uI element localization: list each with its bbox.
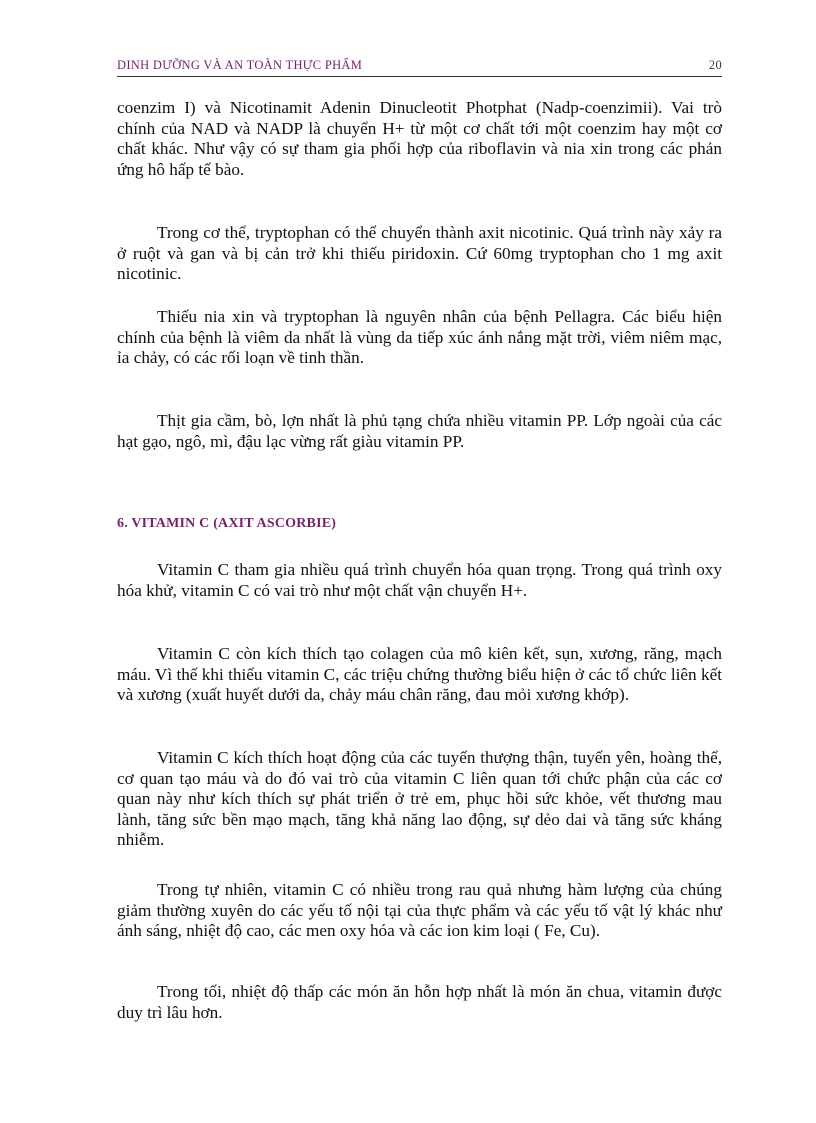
paragraph-tryptophan: Trong cơ thể, tryptophan có thể chuyển thành axit nicotinic. Quá trình này xảy ra ở ruột và gan và bị cản trở khi thiếu piridoxin. Cứ 60mg tryptophan cho 1 mg axit nicotinic. bbox=[117, 223, 722, 283]
paragraph-food-sources-pp: Thịt gia cầm, bò, lợn nhất là phủ tạng chứa nhiều vitamin PP. Lớp ngoài của các hạt gạo, ngô, mì, đậu lạc vừng rất giàu vitamin PP. bbox=[117, 411, 722, 451]
paragraph-coenzyme: coenzim I) và Nicotinamit Adenin Dinucleotit Photphat (Nadp-coenzimii). Vai trò chính của NAD và NADP là chuyển H+ từ một cơ chất tới một coenzim hay một cơ chất khác. Như vậy có sự tham gia phối hợp của riboflavin và nia xin trong các phản ứng hô hấp tế bào. bbox=[117, 98, 722, 179]
paragraph-vitamin-c-glands: Vitamin C kích thích hoạt động của các tuyến thượng thận, tuyến yên, hoàng thể, cơ quan tạo máu và do đó vai trò của vitamin C liên quan tới chức phận của các cơ quan này như kích thích sự phát triển ở trẻ em, phục hồi sức khỏe, vết thương mau lành, tăng sức bền mạo mạch, tăng khả năng lao động, sự dẻo dai và tăng sức kháng nhiễm. bbox=[117, 748, 722, 849]
running-header bbox=[117, 58, 722, 76]
paragraph-vitamin-c-nature: Trong tự nhiên, vitamin C có nhiều trong rau quả nhưng hàm lượng của chúng giảm thường xuyên do các yếu tố nội tại của thực phẩm và các yếu tố vật lý khác như ánh sáng, nhiệt độ cao, các men oxy hóa và các ion kim loại ( Fe, Cu). bbox=[117, 880, 722, 940]
paragraph-vitamin-c-collagen: Vitamin C còn kích thích tạo colagen của mô kiên kết, sụn, xương, răng, mạch máu. Vì thế khi thiếu vitamin C, các triệu chứng thường biểu hiện ở các tổ chức liên kết và xương (xuất huyết dưới da, chảy máu chân răng, đau mỏi xương khớp). bbox=[117, 644, 722, 704]
section-heading-vitamin-c: 6. VITAMIN C (AXIT ASCORBIE) bbox=[117, 516, 337, 531]
header-rule bbox=[117, 76, 722, 77]
page-number: 20 bbox=[708, 58, 722, 72]
paragraph-vitamin-c-metabolism: Vitamin C tham gia nhiều quá trình chuyển hóa quan trọng. Trong quá trình oxy hóa khử, vitamin C có vai trò như một chất vận chuyển H+. bbox=[117, 560, 722, 600]
paragraph-vitamin-c-storage: Trong tối, nhiệt độ thấp các món ăn hỗn hợp nhất là món ăn chua, vitamin được duy trì lâu hơn. bbox=[117, 982, 722, 1022]
paragraph-pellagra: Thiếu nia xin và tryptophan là nguyên nhân của bệnh Pellagra. Các biểu hiện chính của bệnh là viêm da nhất là vùng da tiếp xúc ánh nắng mặt trời, viêm niêm mạc, ỉa chảy, có các rối loạn về tinh thần. bbox=[117, 307, 722, 367]
header-title: DINH DƯỠNG VÀ AN TOÀN THỰC PHẨM bbox=[117, 58, 363, 72]
